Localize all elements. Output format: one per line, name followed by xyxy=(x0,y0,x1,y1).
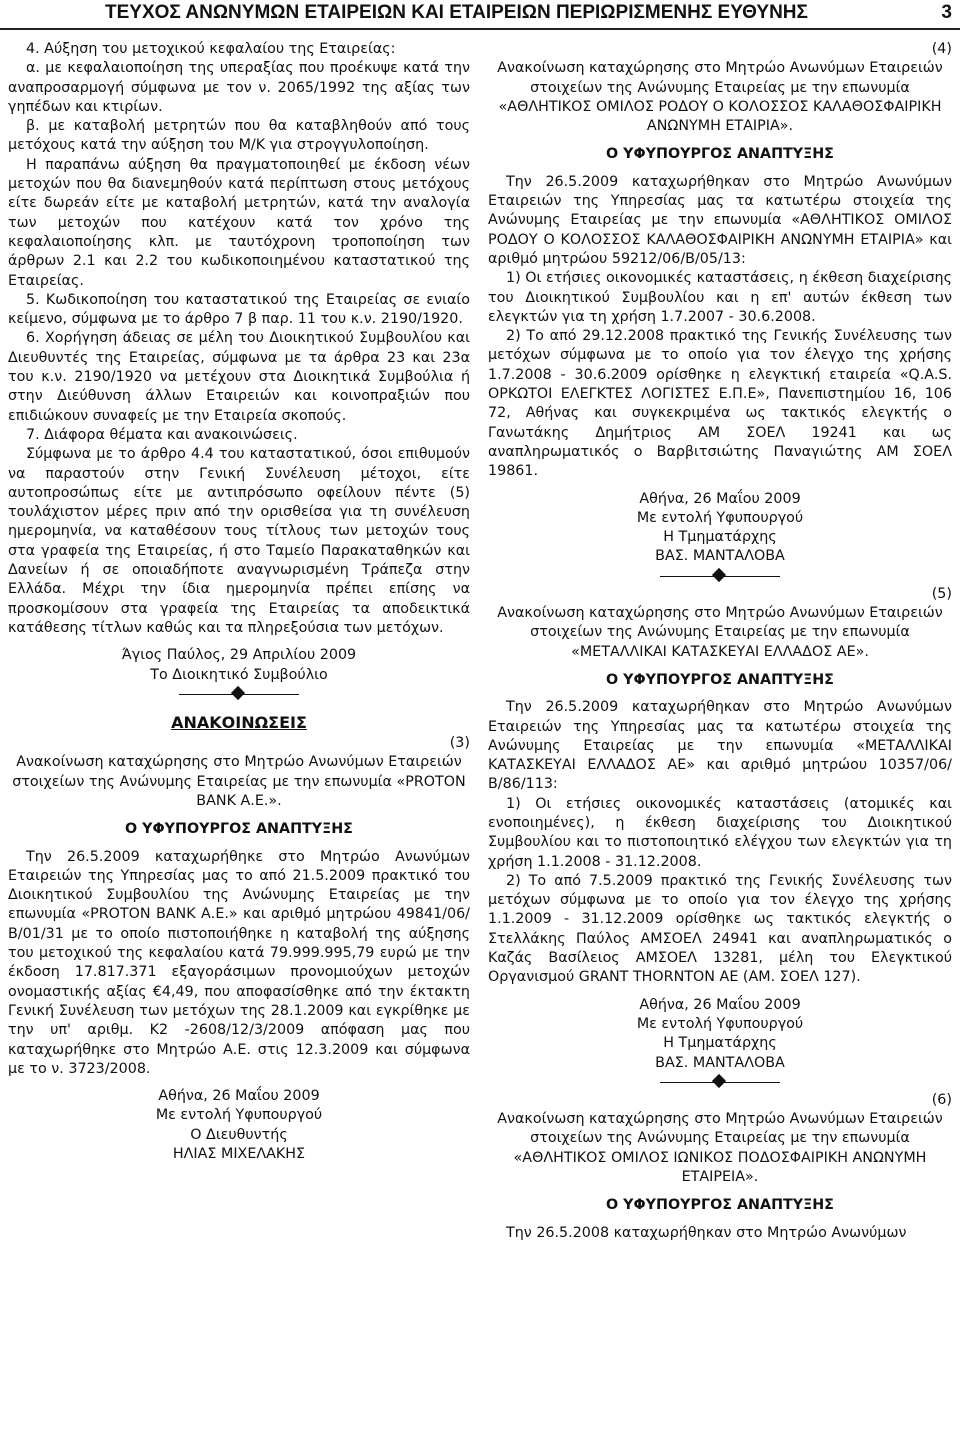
agenda-paragraph: Η παραπάνω αύξηση θα πραγματοποιηθεί με έκδοση νέων μετοχών που θα διανεμηθούν κατά περίπτωση στους μετόχους είτε δωρεάν είτε με καταβολή μετρητών, κατά την αναλογία των μετοχών που κατέχουν κατά τον χρόνο της κεφαλαιοποίησης κλπ. με ταυτόχρονη τροποποίηση των άρθρων 2.1 και 2.2 του κωδικοποιημένου καταστατικού της Εταιρείας. xyxy=(8,156,470,289)
agenda-item-4: 4. Αύξηση του μετοχικού κεφαλαίου της Εταιρείας: xyxy=(26,41,396,57)
signature-line-2: Η Τμηματάρχης xyxy=(663,1035,777,1052)
place-date: Άγιος Παύλος, 29 Απριλίου 2009 xyxy=(121,647,357,664)
announcement-date: Αθήνα, 26 Μαΐου 2009 xyxy=(639,490,801,507)
announcement-date: Αθήνα, 26 Μαΐου 2009 xyxy=(158,1088,320,1105)
signature-name: ΒΑΣ. ΜΑΝΤΑΛΟΒΑ xyxy=(655,548,785,565)
announcement-heading: Ο ΥΦΥΠΟΥΡΓΟΣ ΑΝΑΠΤΥΞΗΣ xyxy=(606,146,834,163)
announcement-heading: Ο ΥΦΥΠΟΥΡΓΟΣ ΑΝΑΠΤΥΞΗΣ xyxy=(606,671,834,688)
agenda-item-5: 5. Κωδικοποίηση του καταστατικού της Εταιρείας σε ενιαίο κείμενο, σύμφωνα με το άρθρο 7 β παρ. 11 του κ.ν. 2190/1920. xyxy=(8,291,470,328)
separator xyxy=(660,567,780,585)
announcement-number: (3) xyxy=(449,735,470,752)
announcement-item-2: 2) Το από 7.5.2009 πρακτικό της Γενικής Συνέλευσης των μετόχων σύμφωνα με το οποίο για τον έλεγχο της χρήσης 1.1.2009 - 31.12.2009 ορίσθηκε ως τακτικός ελεγκτής ο Στελλάκης Παύλος ΑΜΣΟΕΛ 24941 και αναπληρωματικός ο Καζάς Βασίλειος ΑΜΣΟΕΛ 13281, μέλη του Ελεγκτικού Οργανισμού GRANT THORNTON ΑΕ (ΑΜ. ΣΟΕΛ 127). xyxy=(488,872,952,986)
announcement-body: Την 26.5.2009 καταχωρήθηκε στο Μητρώο Ανωνύμων Εταιρειών της Υπηρεσίας μας το από 21.5.2009 πρακτικό του Διοικητικού Συμβουλίου της Ανώνυμης Εταιρείας με την επωνυμία «PROTON BANK Α.Ε.» και αριθμό μητρώου 49841/06/Β/01/31 με το οποίο πιστοποιήθηκε η καταβολή της αύξησης του μετοχικού της κεφαλαίου κατά 79.999.995,79 ευρώ με την έκδοση 17.817.371 εξαγοράσιμων προνομιούχων μετοχών ονομαστικής αξίας €4,49, που αποφασίσθηκε από την έκτακτη Γενική Συνέλευση των μετόχων της 28.1.2009 και εγκρίθηκε με την υπ' αριθμ. Κ2 -2608/12/3/2009 απόφαση μας που καταχωρήθηκε στο Μητρώο Α.Ε. στις 12.3.2009 και σύμφωνα με το ν. 3723/2008. xyxy=(8,848,470,1077)
signature-line-2: Η Τμηματάρχης xyxy=(663,529,777,546)
signature-line-1: Με εντολή Υφυπουργού xyxy=(636,509,804,526)
agenda-item-6: 6. Χορήγηση άδειας σε μέλη του Διοικητικού Συμβουλίου και Διευθυντές της Εταιρείας, σύμφωνα με τα άρθρα 23 και 23α του κ.ν. 2190/1920 να μετέχουν στα Διοικητικά Συμβούλια ή στην Διεύθυνση άλλων Εταιρειών και κοινοπραξιών που επιδιώκουν συναφείς με την Εταιρεία σκοπούς. xyxy=(8,330,470,424)
header-title: ΤΕΥΧΟΣ ΑΝΩΝΥΜΩΝ ΕΤΑΙΡΕΙΩΝ ΚΑΙ ΕΤΑΙΡΕΙΩΝ ΠΕΡΙΩΡΙΣΜΕΝΗΣ ΕΥΘΥΝΗΣ xyxy=(105,2,808,23)
agenda-item-4a: α. με κεφαλαιοποίηση της υπεραξίας που προέκυψε κατά την αναπροσαρμογή σύμφωνα με τον ν. 2065/1992 της αξίας των γηπέδων και κτιρίων. xyxy=(8,60,470,115)
section-heading: ΑΝΑΚΟΙΝΩΣΕΙΣ xyxy=(171,712,307,732)
announcement-number: (6) xyxy=(931,1091,952,1108)
announcement-title: Ανακοίνωση καταχώρησης στο Μητρώο Ανωνύμων Εταιρειών στοιχείων της Ανώνυμης Εταιρείας με την επωνυμία «ΜΕΤΑΛΛΙΚΑΙ ΚΑΤΑΣΚΕΥΑΙ ΕΛΛΑΔΟΣ ΑΕ». xyxy=(497,605,943,660)
announcement-heading: Ο ΥΦΥΠΟΥΡΓΟΣ ΑΝΑΠΤΥΞΗΣ xyxy=(125,821,353,838)
announcement-date: Αθήνα, 26 Μαΐου 2009 xyxy=(639,996,801,1013)
announcement-item-2: 2) Το από 29.12.2008 πρακτικό της Γενικής Συνέλευσης των μετόχων σύμφωνα με το οποίο για τον έλεγχο της χρήσης 1.7.2008 - 30.6.2009 ορίσθηκε η ελεγκτική εταιρεία «Q.A.S. ΟΡΚΩΤΟΙ ΕΛΕΓΚΤΕΣ ΛΟΓΙΣΤΕΣ Ε.Π.Ε», Πανεπιστημίου 16, 106 72, Αθήνας και συγκεκριμένα ως τακτικός ελεγκτής ο Γανωτάκης Δημήτριος ΑΜ ΣΟΕΛ 19241 και ως αναπληρωματικός ο Βαρβιτσιώτης Παναγιώτης ΑΜ ΣΟΕΛ 19861. xyxy=(488,328,952,480)
announcement-number: (4) xyxy=(931,41,952,57)
notice-paragraph: Σύμφωνα με το άρθρο 4.4 του καταστατικού, όσοι επιθυμούν να παραστούν στην Γενική Συνέλευση μέτοχοι, είτε αυτοπροσώπως είτε με αντιπρόσωπο οφείλουν πέντε (5) τουλάχιστον μέρες πριν από την ορισθείσα για τη συνέλευση ημερομηνία, να καταθέσουν τους τίτλους των μετοχών τους στα γραφεία της Εταιρείας, ή στο Ταμείο Παρακαταθηκών και Δανείων ή σε οποιαδήποτε αναγνωρισμένη Τράπεζα στην Ελλάδα. Μέχρι την ίδια ημερομηνία πρέπει επίσης να προσκομίσουν στα γραφεία της Εταιρείας τα αποδεικτικά κατάθεσης τίτλων καθώς και τα πληρεξούσια των μετόχων. xyxy=(8,446,470,636)
signature-line-1: Με εντολή Υφυπουργού xyxy=(155,1107,323,1124)
signature-name: ΗΛΙΑΣ ΜΙΧΕΛΑΚΗΣ xyxy=(172,1146,306,1163)
separator xyxy=(660,1073,780,1091)
signature-line-1: Με εντολή Υφυπουργού xyxy=(636,1015,804,1032)
page-header xyxy=(0,0,960,30)
announcement-body: Την 26.5.2009 καταχωρήθηκαν στο Μητρώο Ανωνύμων Εταιρειών της Υπηρεσίας μας τα κατωτέρω στοιχεία της Ανώνυμης Εταιρείας με την επωνυμία «ΜΕΤΑΛΛΙΚΑΙ ΚΑΤΑΣΚΕΥΑΙ ΕΛΛΑΔΟΣ ΑΕ» και αριθμό μητρώου 10357/06/Β/86/113: xyxy=(488,699,952,793)
announcement-title: Ανακοίνωση καταχώρησης στο Μητρώο Ανωνύμων Εταιρειών στοιχείων της Ανώνυμης Εταιρείας με την επωνυμία «PROTON BANK Α.Ε.». xyxy=(12,754,466,809)
announcement-title: Ανακοίνωση καταχώρησης στο Μητρώο Ανωνύμων Εταιρειών στοιχείων της Ανώνυμης Εταιρείας με την επωνυμία «ΑΘΛΗΤΙΚΟΣ ΟΜΙΛΟΣ ΙΩΝΙΚΟΣ ΠΟΔΟΣΦΑΙΡΙΚΗ ΑΝΩΝΥΜΗ ΕΤΑΙΡΕΙΑ». xyxy=(497,1111,943,1186)
announcement-item-1: 1) Οι ετήσιες οικονομικές καταστάσεις (ατομικές και ενοποιημένες), η έκθεση διαχείρισης του Διοικητικού Συμβουλίου και το πιστοποιητικό ελέγχου των ελεγκτών για τη χρήση 1.1.2008 - 31.12.2008. xyxy=(488,795,952,870)
right-column xyxy=(488,40,952,1243)
left-column xyxy=(8,40,470,1164)
separator xyxy=(179,685,299,703)
announcement-heading: Ο ΥΦΥΠΟΥΡΓΟΣ ΑΝΑΠΤΥΞΗΣ xyxy=(606,1197,834,1214)
diamond-icon xyxy=(712,568,726,582)
agenda-item-7: 7. Διάφορα θέματα και ανακοινώσεις. xyxy=(26,426,298,443)
agenda-item-4b: β. με καταβολή μετρητών που θα καταβληθούν από τους μετόχους κατά την αύξηση του Μ/Κ για στρογγυλοποίηση. xyxy=(8,118,470,154)
signatory: Το Διοικητικό Συμβούλιο xyxy=(150,666,328,683)
announcement-body: Την 26.5.2009 καταχωρήθηκαν στο Μητρώο Ανωνύμων Εταιρειών της Υπηρεσίας μας τα κατωτέρω στοιχεία της Ανώνυμης Εταιρείας με την επωνυμία «ΑΘΛΗΤΙΚΟΣ ΟΜΙΛΟΣ ΡΟΔΟΥ Ο ΚΟΛΟΣΣΟΣ ΚΑΛΑΘΟΣΦΑΙΡΙΚΗ ΑΝΩΝΥΜΗ ΕΤΑΙΡΙΑ» και αριθμό μητρώου 59212/06/Β/05/13: xyxy=(488,173,952,267)
diamond-icon xyxy=(712,1074,726,1088)
announcement-title: Ανακοίνωση καταχώρησης στο Μητρώο Ανωνύμων Εταιρειών στοιχείων της Ανώνυμης Εταιρείας με την επωνυμία «ΑΘΛΗΤΙΚΟΣ ΟΜΙΛΟΣ ΡΟΔΟΥ Ο ΚΟΛΟΣΣΟΣ ΚΑΛΑΘΟΣΦΑΙΡΙΚΗ ΑΝΩΝΥΜΗ ΕΤΑΙΡΙΑ». xyxy=(497,60,943,135)
page-number: 3 xyxy=(941,2,952,23)
announcement-body: Την 26.5.2008 καταχωρήθηκαν στο Μητρώο Ανωνύμων xyxy=(506,1224,907,1241)
diamond-icon xyxy=(231,686,245,700)
signature-name: ΒΑΣ. ΜΑΝΤΑΛΟΒΑ xyxy=(655,1054,785,1071)
announcement-number: (5) xyxy=(931,585,952,602)
signature-line-2: Ο Διευθυντής xyxy=(190,1126,288,1143)
announcement-item-1: 1) Οι ετήσιες οικονομικές καταστάσεις, η έκθεση διαχείρισης του Διοικητικού Συμβουλίου και η επ' αυτών έκθεση των ελεγκτών για τη χρήση 1.7.2007 - 30.6.2008. xyxy=(488,270,952,325)
